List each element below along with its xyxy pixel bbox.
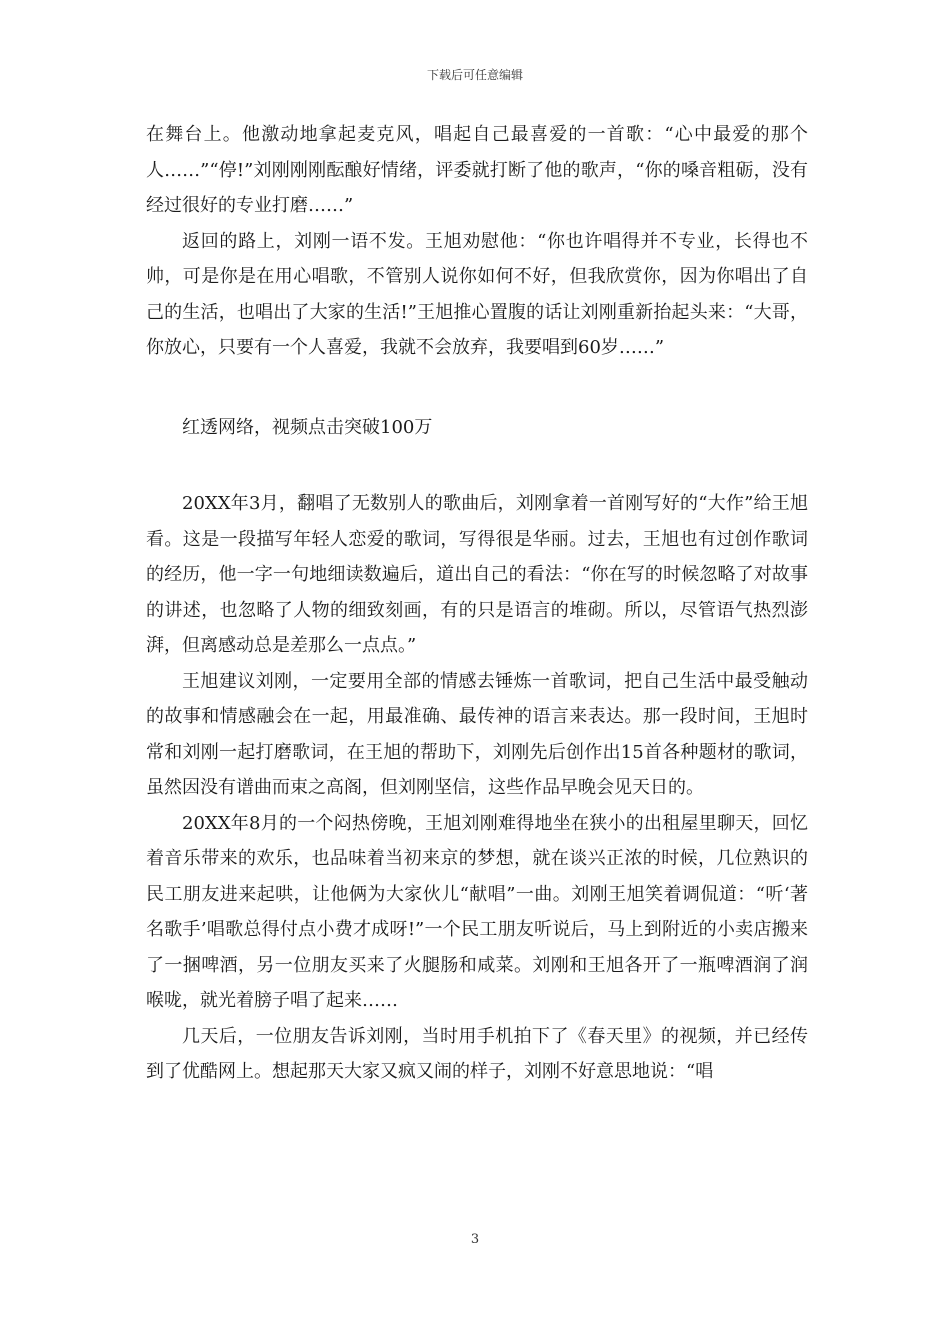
section-heading: 红透网络，视频点击突破100万 <box>182 416 433 438</box>
paragraph-2: 返回的路上，刘刚一语不发。王旭劝慰他：“你也许唱得并不专业，长得也不帅，可是你是在用心唱歌，不管别人说你如何不好，但我欣赏你，因为你唱出了自己的生活，也唱出了大家的生活!”王旭推心置腹的话让刘刚重新抬起头来：“大哥，你放心，只要有一个人喜爱，我就不会放弃，我要唱到60岁……” <box>146 230 808 358</box>
page-number: 3 <box>470 1232 480 1247</box>
paragraph-3: 20XX年3月，翻唱了无数别人的歌曲后，刘刚拿着一首刚写好的“大作”给王旭看。这是一段描写年轻人恋爱的歌词，写得很是华丽。过去，王旭也有过创作歌词的经历，他一字一句地细读数遍后，道出自己的看法：“你在写的时候忽略了对故事的讲述，也忽略了人物的细致刻画，有的只是语言的堆砌。所以，尽管语气热烈澎湃，但离感动总是差那么一点点。” <box>146 493 808 656</box>
document-body <box>146 117 808 1090</box>
paragraph-5: 20XX年8月的一个闷热傍晚，王旭刘刚难得地坐在狭小的出租屋里聊天，回忆着音乐带来的欢乐，也品味着当初来京的梦想，就在谈兴正浓的时候，几位熟识的民工朋友进来起哄，让他俩为大家伙儿“献唱”一曲。刘刚王旭笑着调侃道：“听‘著名歌手’唱歌总得付点小费才成呀!”一个民工朋友听说后，马上到附近的小卖店搬来了一捆啤酒，另一位朋友买来了火腿肠和咸菜。刘刚和王旭各开了一瓶啤酒润了润喉咙，就光着膀子唱了起来…… <box>146 812 808 1011</box>
paragraph-1: 在舞台上。他激动地拿起麦克风，唱起自己最喜爱的一首歌：“心中最爱的那个人……”“停!”刘刚刚刚酝酿好情绪，评委就打断了他的歌声，“你的嗓音粗砺，没有经过很好的专业打磨……” <box>146 124 808 216</box>
paragraph-4: 王旭建议刘刚，一定要用全部的情感去锤炼一首歌词，把自己生活中最受触动的故事和情感融会在一起，用最准确、最传神的语言来表达。那一段时间，王旭时常和刘刚一起打磨歌词，在王旭的帮助下，刘刚先后创作出15首各种题材的歌词，虽然因没有谱曲而束之高阁，但刘刚坚信，这些作品早晚会见天日的。 <box>146 670 808 798</box>
paragraph-6: 几天后，一位朋友告诉刘刚，当时用手机拍下了《春天里》的视频，并已经传到了优酷网上。想起那天大家又疯又闹的样子，刘刚不好意思地说：“唱 <box>146 1025 808 1082</box>
page-header: 下载后可任意编辑 <box>426 68 523 82</box>
